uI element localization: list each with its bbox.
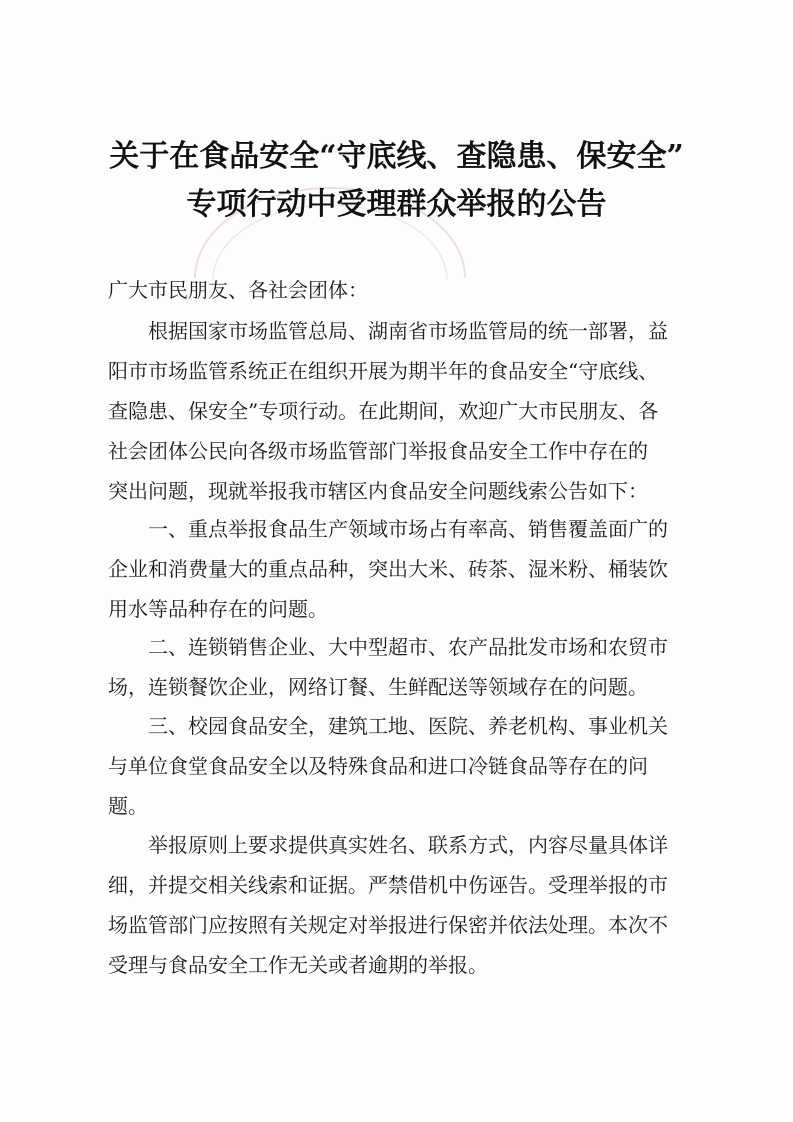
- document-title-line-2: 专项行动中受理群众举报的公告: [186, 187, 607, 222]
- salutation: [108, 270, 698, 310]
- paragraph-line: 场，连锁餐饮企业，网络订餐、生鲜配送等领域存在的问题。: [108, 675, 648, 699]
- paragraph-line: 题。: [108, 794, 148, 818]
- paragraph-line: 企业和消费量大的重点品种，突出大米、砖茶、湿米粉、桶装饮: [108, 557, 668, 581]
- paragraph-item-2: [108, 627, 698, 707]
- paragraph-intro: [108, 311, 698, 511]
- paragraph-line: 一、重点举报食品生产领域市场占有率高、销售覆盖面广的: [148, 517, 668, 541]
- paragraph-item-1: [108, 509, 698, 629]
- paragraph-reporting-rules: [108, 825, 698, 985]
- document-title-line-1: 关于在食品安全“守底线、查隐患、保安全”: [109, 139, 684, 174]
- paragraph-line: 场监管部门应按照有关规定对举报进行保密并依法处理。本次不: [108, 913, 668, 937]
- paragraph-line: 阳市市场监管系统正在组织开展为期半年的食品安全“守底线、: [108, 359, 659, 383]
- paragraph-line: 突出问题，现就举报我市辖区内食品安全问题线索公告如下：: [108, 479, 648, 503]
- paragraph-line: 举报原则上要求提供真实姓名、联系方式，内容尽量具体详: [148, 833, 668, 857]
- paragraph-line: 用水等品种存在的问题。: [108, 597, 328, 621]
- paragraph-line: 社会团体公民向各级市场监管部门举报食品安全工作中存在的: [108, 439, 648, 463]
- paragraph-item-3: [108, 706, 698, 826]
- paragraph-line: 二、连锁销售企业、大中型超市、农产品批发市场和农贸市: [148, 635, 668, 659]
- paragraph-line: 查隐患、保安全”专项行动。在此期间，欢迎广大市民朋友、各: [108, 399, 659, 423]
- paragraph-line: 细，并提交相关线索和证据。严禁借机中伤诬告。受理举报的市: [108, 873, 668, 897]
- salutation-text: 广大市民朋友、各社会团体：: [108, 278, 368, 302]
- paragraph-line: 受理与食品安全工作无关或者逾期的举报。: [108, 953, 488, 977]
- paragraph-line: 根据国家市场监管总局、湖南省市场监管局的统一部署，益: [148, 319, 668, 343]
- paragraph-line: 三、校园食品安全，建筑工地、医院、养老机构、事业机关: [148, 714, 668, 738]
- paragraph-line: 与单位食堂食品安全以及特殊食品和进口冷链食品等存在的问: [108, 754, 648, 778]
